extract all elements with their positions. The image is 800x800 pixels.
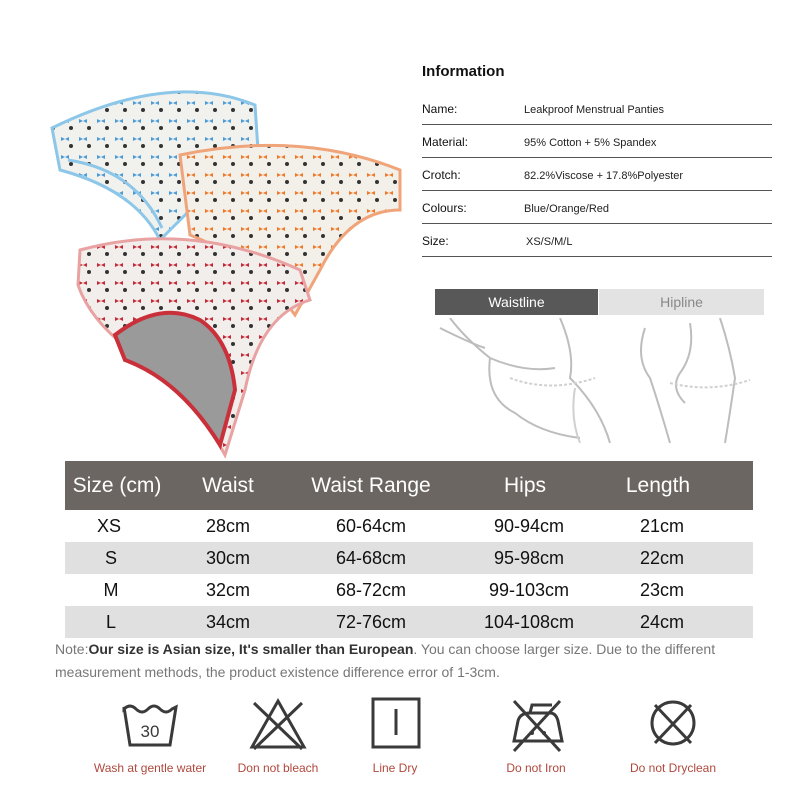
info-value: 95% Cotton + 5% Spandex [524,137,657,149]
cell-length: 23cm [639,580,685,600]
care-label: Line Dry [372,761,418,775]
wash-30-icon [120,695,180,753]
care-item-no-dryclean [603,695,743,775]
tab-waistline[interactable]: Waistline [435,289,598,315]
header-hips: Hips [503,474,547,497]
header-size: Size (cm) [72,474,162,497]
care-item-wash [80,695,220,775]
information-title: Information [422,63,505,80]
wash-temperature: 30 [140,722,160,741]
care-label: Do not Dryclean [629,761,717,775]
care-item-no-iron [466,695,606,775]
table-row [65,574,753,606]
red-panty [78,239,310,455]
cell-hips: 95-98cm [493,548,565,568]
info-label: Crotch: [422,168,461,182]
cell-waist-range: 68-72cm [335,580,407,600]
info-row-size [422,230,772,257]
cell-length: 22cm [639,548,685,568]
table-header [65,461,753,510]
cell-hips: 99-103cm [488,580,570,600]
cell-waist-range: 64-68cm [335,548,407,568]
info-value: XS/S/M/L [526,236,573,248]
cell-waist-range: 72-76cm [335,612,407,632]
product-illustration [40,60,410,460]
info-row-colours [422,197,772,224]
care-label: Do not Iron [506,761,566,775]
header-length: Length [625,474,691,497]
no-iron-icon [506,695,566,753]
note-rest: . You can choose larger size. Due to the different measurement methods, the product existence difference error of 1-3cm. [55,641,716,680]
table-row [65,510,753,542]
info-value: 82.2%Viscose + 17.8%Polyester [524,170,684,182]
tab-hipline[interactable]: Hipline [599,289,764,315]
size-note [55,638,775,684]
cell-waist: 32cm [205,580,251,600]
table-row [65,542,753,574]
info-label: Material: [422,135,469,149]
care-label: Don not bleach [237,761,319,775]
cell-hips: 90-94cm [493,516,565,536]
cell-length: 24cm [639,612,685,632]
info-row-crotch [422,164,772,191]
cell-waist-range: 60-64cm [335,516,407,536]
info-value: Leakproof Menstrual Panties [524,104,665,116]
size-table [65,461,753,638]
cell-hips: 104-108cm [483,612,575,632]
table-row [65,606,753,638]
cell-length: 21cm [639,516,685,536]
info-label: Size: [422,234,449,248]
header-waist: Waist [202,474,254,497]
info-label: Name: [422,102,458,116]
cell-waist: 28cm [205,516,251,536]
info-row-name [422,98,772,125]
cell-waist: 30cm [205,548,251,568]
note-bold: Our size is Asian size, It's smaller than European [88,641,414,657]
no-bleach-icon [248,695,308,753]
no-dryclean-icon [643,695,703,753]
measurement-illustration [430,318,770,443]
info-label: Colours: [422,201,467,215]
cell-size: L [105,612,117,632]
info-value: Blue/Orange/Red [524,203,609,215]
cell-size: XS [96,516,122,536]
cell-size: M [103,580,119,600]
note-prefix: Note: [55,641,89,657]
header-waist-range: Waist Range [311,474,431,497]
cell-size: S [104,548,118,568]
care-item-line-dry [325,695,465,775]
line-dry-icon [365,695,425,753]
info-row-material [422,131,772,158]
care-label: Wash at gentle water [93,761,207,775]
cell-waist: 34cm [205,612,251,632]
